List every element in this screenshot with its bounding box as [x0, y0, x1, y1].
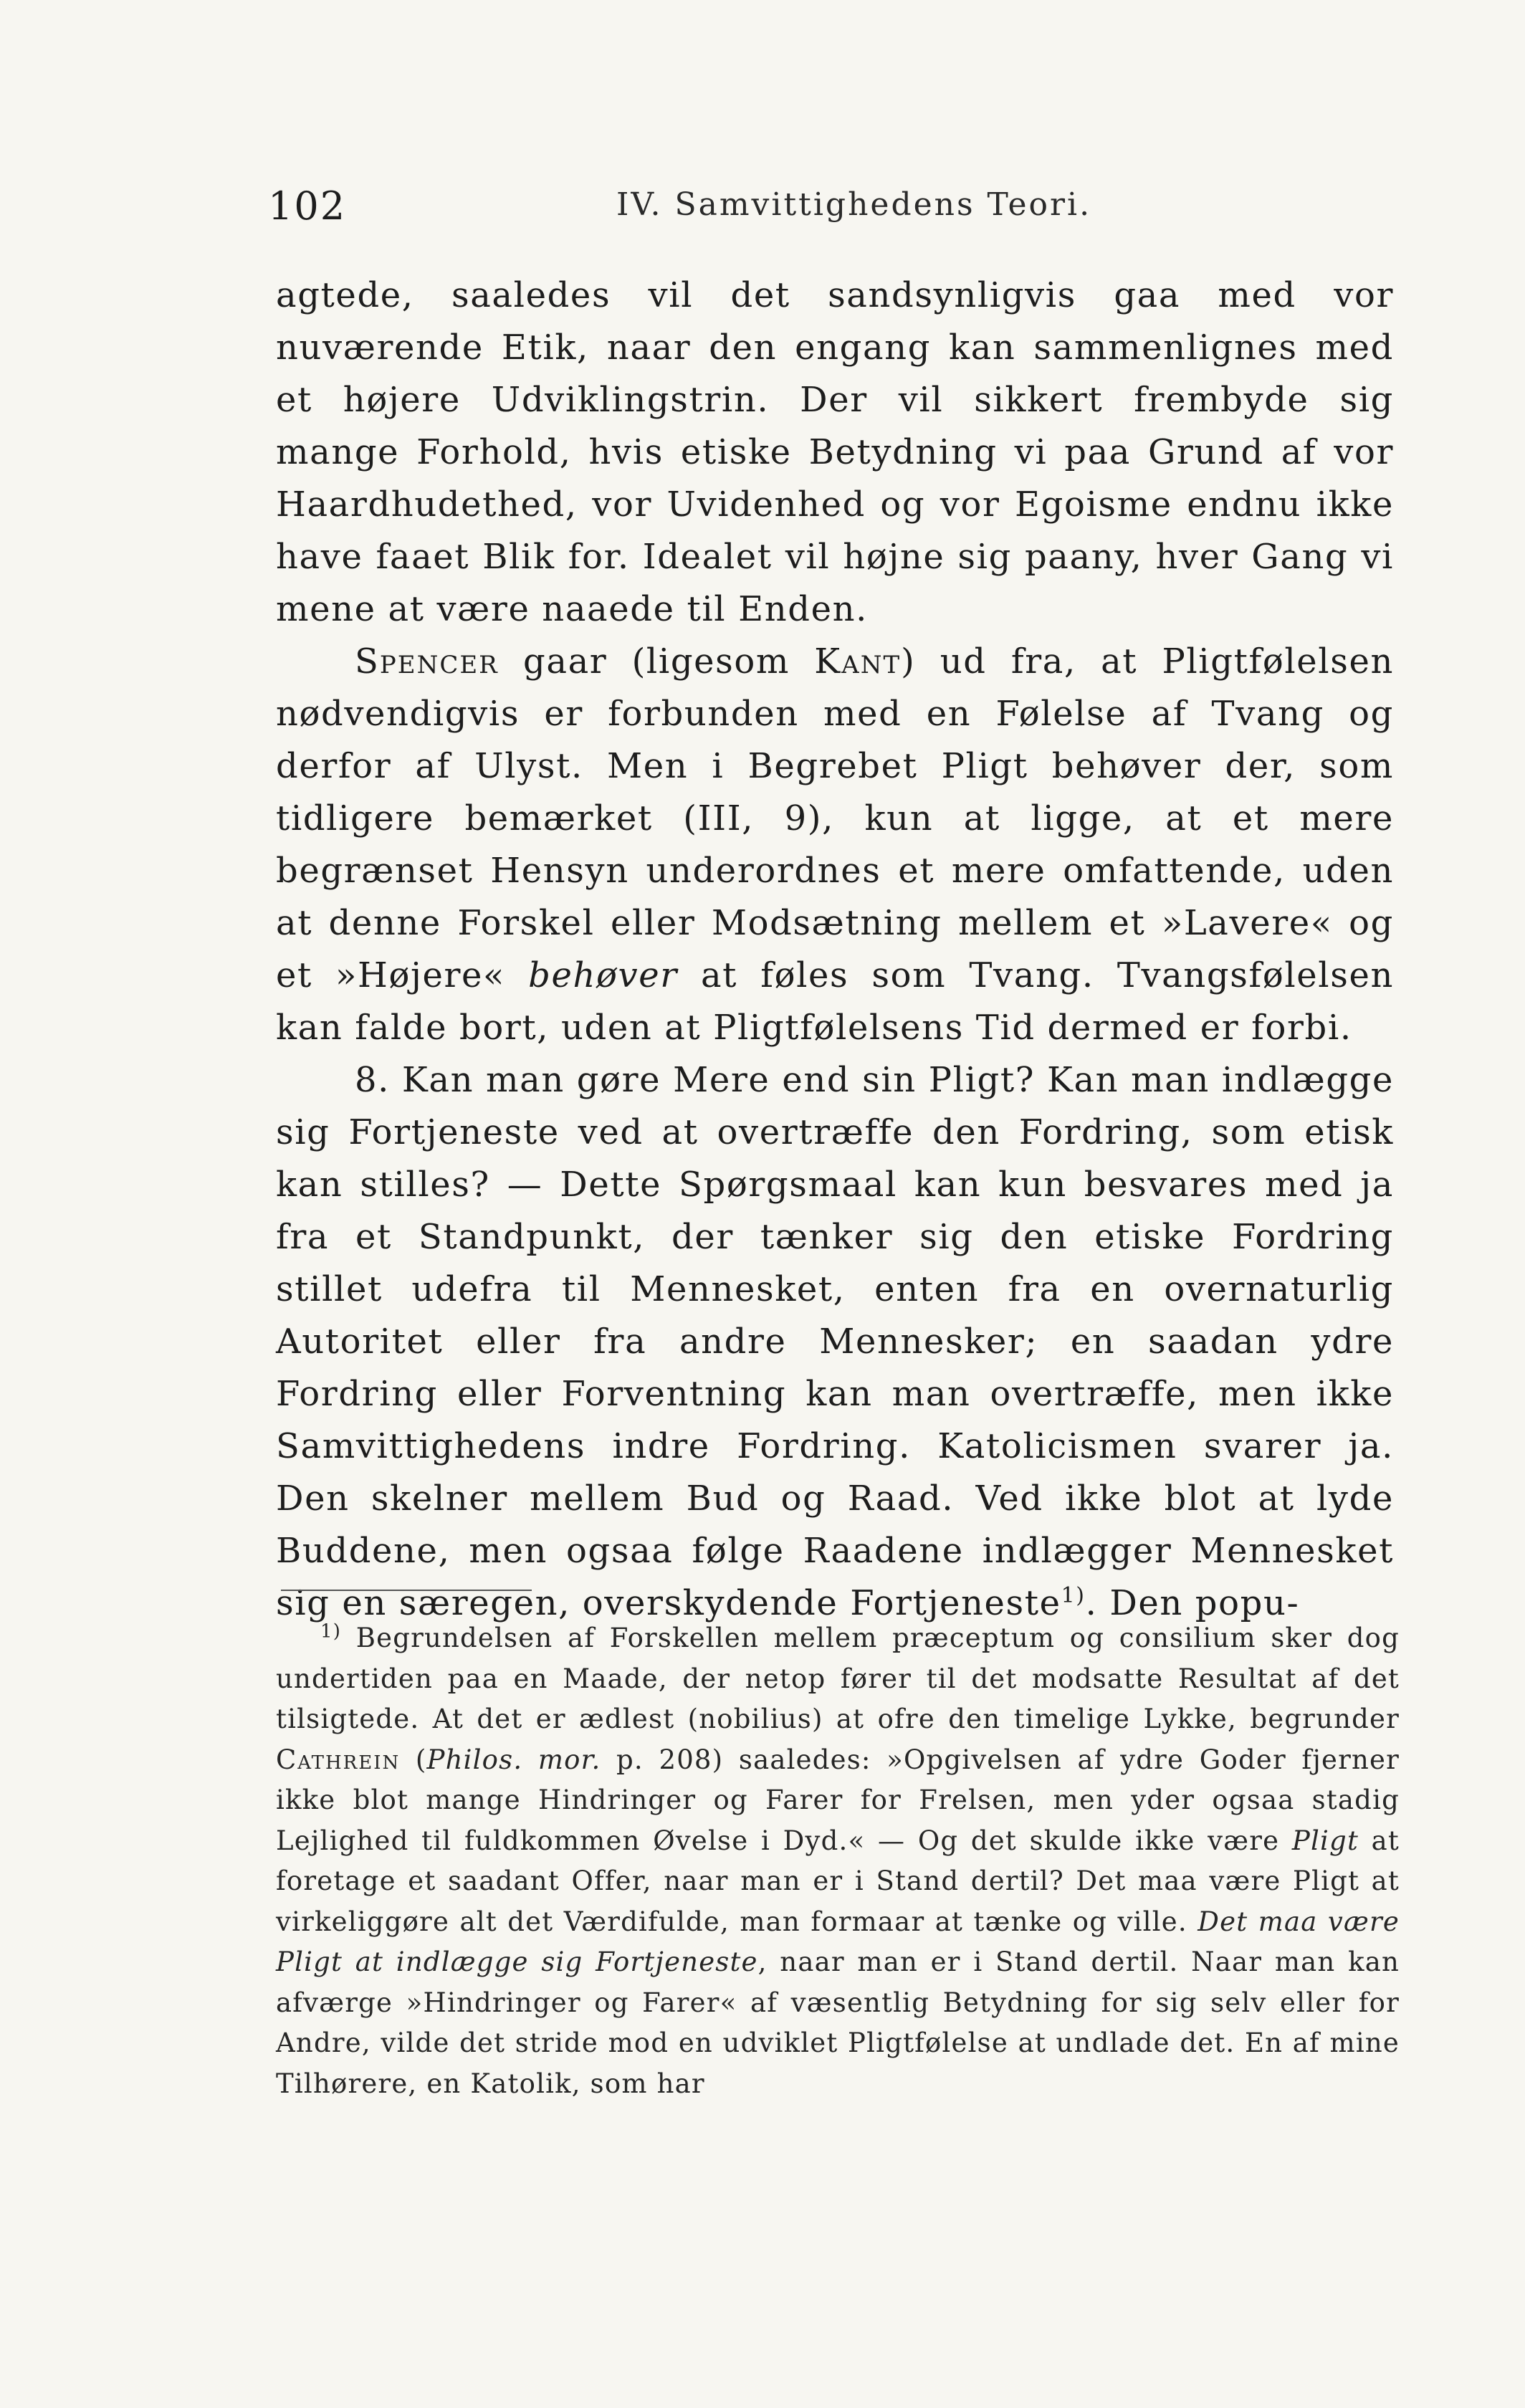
- footnote-marker: 1): [320, 1620, 342, 1643]
- citation-title: Philos. mor.: [426, 1744, 601, 1775]
- paragraph-2-text-a: gaar (ligesom: [498, 641, 815, 682]
- emphasis-behover: behøver: [528, 955, 678, 995]
- author-name-spencer: Spencer: [355, 641, 499, 682]
- running-head: IV. Samvittighedens Teori.: [616, 186, 1092, 223]
- footnote-text-2: (: [400, 1744, 427, 1775]
- paragraph-2: [276, 636, 1394, 1054]
- footnote-text-1: Begrundelsen af Forskellen mellem præceptum og consilium sker dog undertiden paa en Maade, der netop fører til det modsatte Resultat af det tilsigtede. At det er ædlest (nobilius) at ofre den timelige Lykke, begrunder: [276, 1623, 1400, 1734]
- paragraph-2-text-c: at føles som Tvang. Tvangsfølelsen kan falde bort, uden at Pligtfølelsens Tid dermed er forbi.: [276, 955, 1394, 1048]
- paragraph-3-text-b: . Den popu-: [1085, 1583, 1300, 1623]
- footnote-reference[interactable]: 1): [1061, 1583, 1086, 1608]
- author-name-cathrein: Cathrein: [276, 1744, 401, 1775]
- footnote-text-3: p. 208) saaledes: »Opgivelsen af ydre Goder fjerner ikke blot mange Hindringer og Farer for Frelsen, men yder ogsaa stadig Lejlighed til fuldkommen Øvelse i Dyd.« — Og det skulde ikke være: [276, 1744, 1400, 1856]
- footnote-text-4: at foretage et saadant Offer, naar man er i Stand dertil? Det maa være Pligt at virkeliggøre alt det Værdifulde, man formaar at tænke og ville.: [276, 1825, 1400, 1937]
- page-header: [252, 183, 1399, 234]
- page-number: 102: [268, 183, 347, 229]
- footnote-1: [276, 1618, 1400, 2104]
- paragraph-3: [276, 1054, 1394, 1630]
- footnote-text-5: , naar man er i Stand dertil. Naar man kan afværge »Hindringer og Farer« af væsentlig Betydning for sig selv eller for Andre, vilde det stride mod en udviklet Pligtfølelse at undlade det. En af mine Tilhørere, en Katolik, som har: [276, 1946, 1400, 2099]
- author-name-kant: Kant: [814, 641, 902, 682]
- paragraph-3-text-a: 8. Kan man gøre Mere end sin Pligt? Kan man indlægge sig Fortjeneste ved at overtræffe den Fordring, som etisk kan stilles? — Dette Spørgsmaal kan kun besvares med ja fra et Standpunkt, der tænker sig den etiske Fordring stillet udefra til Mennesket, enten fra en overnaturlig Autoritet eller fra andre Mennesker; en saadan ydre Fordring eller Forventning kan man overtræffe, men ikke Samvittighedens indre Fordring. Katolicismen svarer ja. Den skelner mellem Bud og Raad. Ved ikke blot at lyde Buddene, men ogsaa følge Raadene indlægger Mennesket sig en særegen, overskydende Fortjeneste: [276, 1060, 1394, 1623]
- emphasis-pligt: Pligt: [1291, 1825, 1359, 1856]
- paragraph-1: agtede, saaledes vil det sandsynligvis gaa med vor nuværende Etik, naar den engang kan sammenlignes med et højere Udviklingstrin. Der vil sikkert frembyde sig mange Forhold, hvis etiske Betydning vi paa Grund af vor Haardhudethed, vor Uvidenhed og vor Egoisme endnu ikke have faaet Blik for. Idealet vil højne sig paany, hver Gang vi mene at være naaede til Enden.: [276, 275, 1394, 629]
- main-text: [276, 269, 1394, 1630]
- footnote-divider: [281, 1590, 532, 1591]
- footnote-section: [276, 1618, 1400, 2104]
- emphasis-fortjeneste: Det maa være Pligt at indlægge sig Fortjeneste: [276, 1906, 1400, 1977]
- paragraph-2-text-b: ) ud fra, at Pligtfølelsen nødvendigvis er forbunden med en Følelse af Tvang og derfor af Ulyst. Men i Begrebet Pligt behøver der, som tidligere bemærket (III, 9), kun at ligge, at et mere begrænset Hensyn underordnes et mere omfattende, uden at denne Forskel eller Modsætning mellem et »Lavere« og et »Højere«: [276, 641, 1394, 995]
